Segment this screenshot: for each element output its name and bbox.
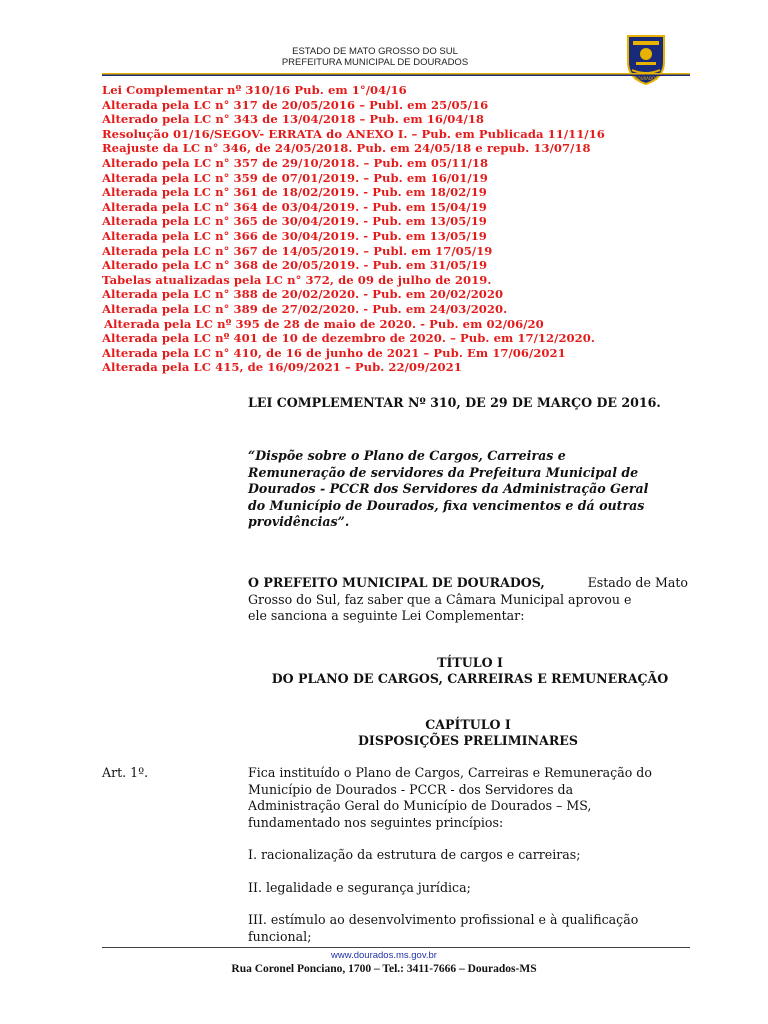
article-label: Art. 1º. (102, 765, 149, 780)
dourados-coat-of-arms-icon (622, 34, 670, 86)
summary-line: Remuneração de servidores da Prefeitura Municipal de (248, 464, 639, 480)
document-header (260, 46, 490, 68)
amendment-item: Alterada pela LC n° 365 de 30/04/2019. - Pub. em 13/05/19 (102, 214, 487, 229)
amendment-item: Alterada pela LC n° 364 de 03/04/2019. - Pub. em 15/04/19 (102, 199, 487, 214)
footer-address: Rua Coronel Ponciano, 1700 – Tel.: 3411-7666 – Dourados-MS (231, 963, 537, 975)
amendment-item: Alterada pela LC nº 401 de 10 de dezembro de 2020. – Pub. em 17/12/2020. (102, 331, 595, 346)
article-body (248, 765, 688, 945)
amendment-item: Alterado pela LC n° 343 de 13/04/2018 – Pub. em 16/04/18 (102, 112, 485, 127)
amendment-item: Alterado pela LC n° 357 de 29/10/2018. – Pub. em 05/11/18 (102, 155, 489, 170)
summary-line: Dourados - PCCR dos Servidores da Administração Geral (248, 481, 649, 496)
article-item: III. estímulo ao desenvolvimento profissional e à qualificação (248, 912, 639, 927)
chapter-label: CAPÍTULO I (425, 717, 511, 732)
header-city-hall: PREFEITURA MUNICIPAL DE DOURADOS (281, 57, 469, 68)
preamble-line1-rest: Estado de Mato (587, 575, 688, 590)
amendment-history-list (102, 83, 694, 375)
title-heading (220, 655, 720, 687)
amendment-item: Alterada pela LC n° 410, de 16 de junho de 2021 – Pub. Em 17/06/2021 (102, 345, 566, 360)
amendment-item: Alterada pela LC n° 366 de 30/04/2019. - Pub. em 13/05/19 (102, 228, 487, 243)
law-summary (248, 448, 688, 531)
law-title: LEI COMPLEMENTAR Nº 310, DE 29 DE MARÇO DE 2016. (248, 395, 661, 410)
article-line: Administração Geral do Município de Dourados – MS, (248, 798, 592, 813)
article-item: I. racionalização da estrutura de cargos e carreiras; (248, 847, 581, 862)
footer-divider (102, 947, 690, 948)
article-line: Município de Dourados - PCCR - dos Servidores da (248, 781, 574, 797)
amendment-item: Resolução 01/16/SEGOV- ERRATA do ANEXO I. – Pub. em Publicada 11/11/16 (102, 126, 605, 141)
amendment-item: Alterada pela LC n° 388 de 20/02/2020. - Pub. em 20/02/2020 (102, 287, 504, 302)
header-state: ESTADO DE MATO GROSSO DO SUL (292, 46, 458, 57)
title-name: DO PLANO DE CARGOS, CARREIRAS E REMUNERAÇÃO (271, 671, 669, 686)
article-line: Fica instituído o Plano de Cargos, Carreiras e Remuneração do (248, 765, 652, 780)
amendment-item: Alterada pela LC 415, de 16/09/2021 – Pub. 22/09/2021 (102, 360, 462, 375)
article-item: II. legalidade e segurança jurídica; (248, 879, 471, 895)
amendment-item: Alterada pela LC n° 361 de 18/02/2019. - Pub. em 18/02/19 (102, 185, 487, 200)
title-label: TÍTULO I (437, 655, 503, 670)
header-divider (102, 73, 690, 76)
amendment-item: Alterada pela LC nº 395 de 28 de maio de 2020. - Pub. em 02/06/20 (104, 316, 544, 331)
article-line: fundamentado nos seguintes princípios: (248, 814, 504, 830)
amendment-item: Alterada pela LC n° 317 de 20/05/2016 – Publ. em 25/05/16 (102, 97, 489, 112)
amendment-item: Alterada pela LC n° 359 de 07/01/2019. – Pub. em 16/01/19 (102, 170, 488, 185)
amendment-item: Reajuste da LC n° 346, de 24/05/2018. Pub. em 24/05/18 e repub. 13/07/18 (102, 141, 591, 156)
amendment-item: Lei Complementar nº 310/16 Pub. em 1°/04/16 (102, 83, 407, 97)
amendment-item: Alterado pela LC n° 368 de 20/05/2019. - Pub. em 31/05/19 (102, 258, 488, 273)
summary-line: “Dispõe sobre o Plano de Cargos, Carreiras e (248, 448, 566, 463)
amendment-item: Tabelas atualizadas pela LC n° 372, de 09 de julho de 2019. (102, 272, 492, 287)
summary-line: do Município de Dourados, fixa vencimentos e dá outras (248, 497, 645, 513)
chapter-heading (218, 717, 718, 749)
svg-text:DOURADOS: DOURADOS (634, 76, 658, 81)
preamble-line: Grosso do Sul, faz saber que a Câmara Municipal aprovou e (248, 591, 632, 607)
chapter-name: DISPOSIÇÕES PRELIMINARES (358, 733, 578, 748)
footer-website-link[interactable]: www.dourados.ms.gov.br (331, 950, 437, 961)
enactment-preamble (248, 575, 688, 625)
amendment-item: Alterada pela LC n° 389 de 27/02/2020. - Pub. em 24/03/2020. (102, 301, 508, 316)
mayor-title: O PREFEITO MUNICIPAL DE DOURADOS, (248, 575, 545, 590)
article-item-continuation: funcional; (248, 928, 312, 944)
amendment-item: Alterada pela LC n° 367 de 14/05/2019. – Publ. em 17/05/19 (102, 243, 493, 258)
summary-line: providências”. (248, 514, 350, 529)
preamble-line (248, 575, 688, 592)
preamble-line: ele sanciona a seguinte Lei Complementar: (248, 608, 525, 623)
